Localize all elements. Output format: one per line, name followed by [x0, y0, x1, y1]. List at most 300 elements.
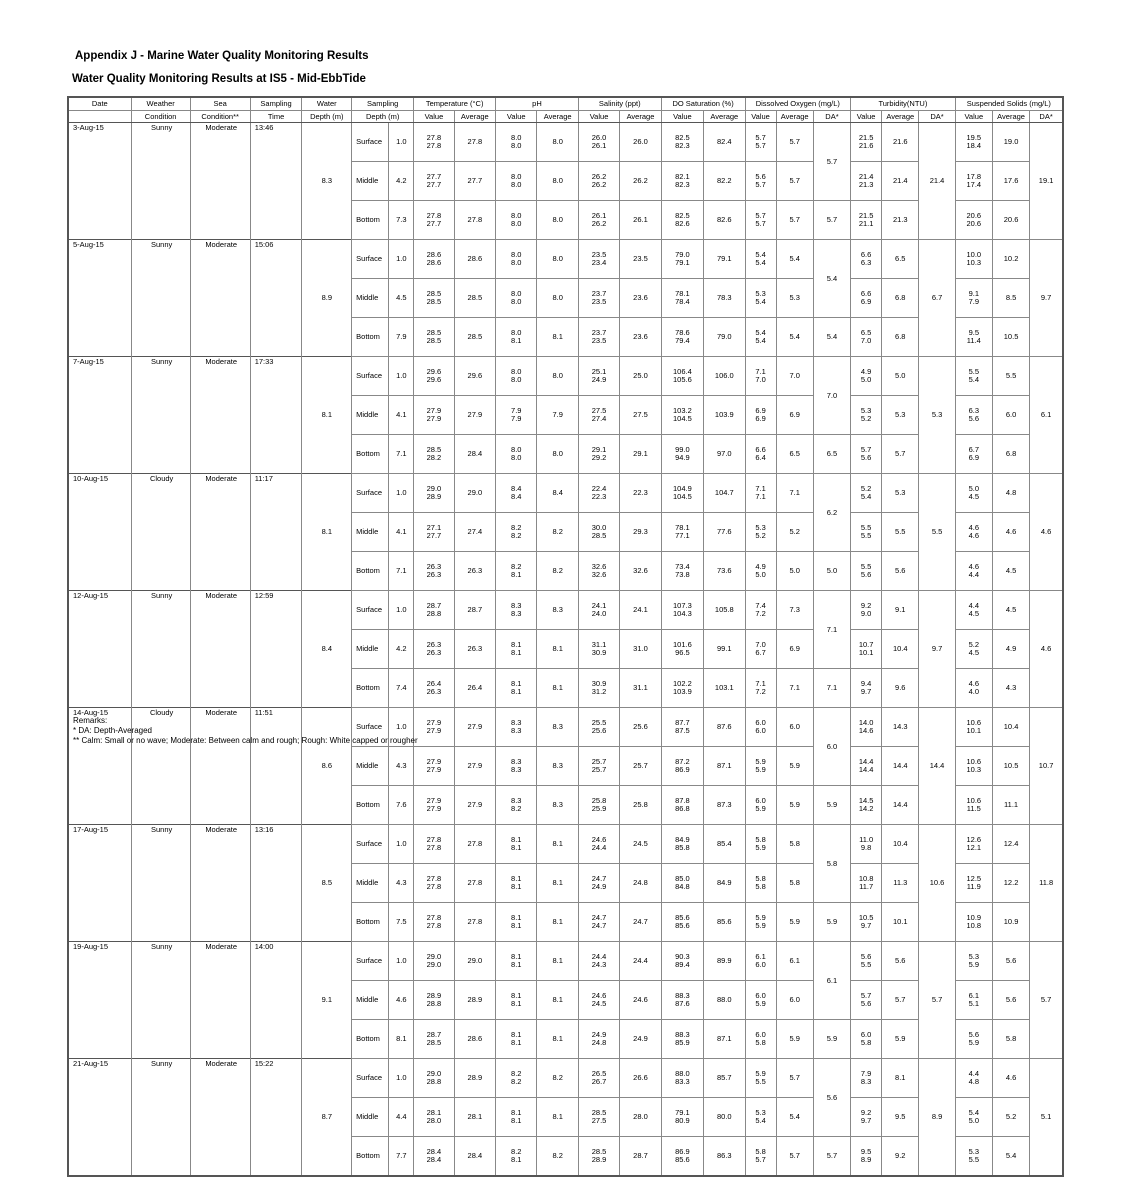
depth-value: 4.1 — [389, 396, 414, 435]
value-pair-cell: 5.6 5.9 — [955, 1020, 992, 1059]
value-pair-cell: 88.3 85.9 — [661, 1020, 703, 1059]
value-pair-cell: 27.8 27.8 — [414, 903, 454, 942]
average-cell: 5.4 — [992, 1137, 1029, 1176]
average-cell: 28.7 — [620, 1137, 661, 1176]
value-pair-cell: 5.6 5.5 — [851, 942, 882, 981]
average-cell: 4.5 — [992, 591, 1029, 630]
value-pair-cell: 5.4 5.4 — [745, 240, 776, 279]
depth-value: 4.4 — [389, 1098, 414, 1137]
subheader-cell: Time — [250, 111, 302, 123]
do-bottom-da: 5.4 — [813, 318, 850, 357]
depth-label: Surface — [352, 123, 389, 162]
average-cell: 5.7 — [776, 201, 813, 240]
average-cell: 28.0 — [620, 1098, 661, 1137]
depth-value: 4.3 — [389, 864, 414, 903]
depth-label: Bottom — [352, 786, 389, 825]
value-pair-cell: 5.9 5.9 — [745, 747, 776, 786]
average-cell: 80.0 — [704, 1098, 745, 1137]
value-pair-cell: 8.1 8.1 — [496, 630, 537, 669]
average-cell: 5.0 — [882, 357, 919, 396]
value-pair-cell: 7.4 7.2 — [745, 591, 776, 630]
date-cell: 21-Aug-15 — [68, 1059, 131, 1176]
do-bottom-da: 5.7 — [813, 201, 850, 240]
value-pair-cell: 7.1 7.1 — [745, 474, 776, 513]
sea-cell: Moderate — [190, 1059, 250, 1176]
average-cell: 25.6 — [620, 708, 661, 747]
average-cell: 26.2 — [620, 162, 661, 201]
water-depth-cell: 8.6 — [302, 708, 352, 825]
header-temperature: Temperature (°C) — [414, 97, 496, 111]
average-cell: 27.8 — [454, 825, 495, 864]
ss-depth-average: 6.1 — [1030, 357, 1063, 474]
value-pair-cell: 8.1 8.1 — [496, 825, 537, 864]
value-pair-cell: 8.1 8.1 — [496, 1098, 537, 1137]
value-pair-cell: 106.4 105.6 — [661, 357, 703, 396]
average-cell: 10.2 — [992, 240, 1029, 279]
depth-value: 1.0 — [389, 825, 414, 864]
value-pair-cell: 6.0 5.8 — [745, 1020, 776, 1059]
do-depth-average: 5.4 — [813, 240, 850, 318]
value-pair-cell: 8.1 8.1 — [496, 1020, 537, 1059]
average-cell: 8.2 — [537, 1137, 578, 1176]
average-cell: 6.8 — [882, 318, 919, 357]
weather-cell: Sunny — [131, 357, 190, 474]
average-cell: 29.6 — [454, 357, 495, 396]
average-cell: 28.6 — [454, 1020, 495, 1059]
header-row — [68, 111, 1063, 123]
depth-label: Middle — [352, 162, 389, 201]
subheader-cell: Value — [955, 111, 992, 123]
average-cell: 20.6 — [992, 201, 1029, 240]
value-pair-cell: 8.3 8.3 — [496, 747, 537, 786]
water-depth-cell: 8.4 — [302, 591, 352, 708]
sea-cell: Moderate — [190, 591, 250, 708]
value-pair-cell: 26.5 26.7 — [578, 1059, 619, 1098]
average-cell: 85.6 — [704, 903, 745, 942]
appendix-title: Appendix J - Marine Water Quality Monitoring Results — [75, 50, 369, 62]
depth-value: 7.5 — [389, 903, 414, 942]
average-cell: 8.0 — [537, 279, 578, 318]
header-water: Water — [302, 97, 352, 111]
subheader-cell: Average — [704, 111, 745, 123]
value-pair-cell: 8.2 8.2 — [496, 513, 537, 552]
weather-cell: Sunny — [131, 942, 190, 1059]
do-bottom-da: 5.0 — [813, 552, 850, 591]
water-depth-cell: 8.9 — [302, 240, 352, 357]
average-cell: 27.4 — [454, 513, 495, 552]
average-cell: 19.0 — [992, 123, 1029, 162]
average-cell: 5.3 — [776, 279, 813, 318]
value-pair-cell: 27.9 27.9 — [414, 708, 454, 747]
value-pair-cell: 21.4 21.3 — [851, 162, 882, 201]
average-cell: 77.6 — [704, 513, 745, 552]
average-cell: 8.2 — [537, 513, 578, 552]
value-pair-cell: 5.8 5.9 — [745, 825, 776, 864]
value-pair-cell: 8.2 8.1 — [496, 552, 537, 591]
date-cell: 17-Aug-15 — [68, 825, 131, 942]
subheader-cell: DA* — [1030, 111, 1063, 123]
value-pair-cell: 6.5 7.0 — [851, 318, 882, 357]
average-cell: 10.5 — [992, 747, 1029, 786]
average-cell: 27.9 — [454, 786, 495, 825]
average-cell: 28.1 — [454, 1098, 495, 1137]
value-pair-cell: 30.0 28.5 — [578, 513, 619, 552]
value-pair-cell: 8.0 8.1 — [496, 318, 537, 357]
value-pair-cell: 9.4 9.7 — [851, 669, 882, 708]
time-cell: 15:22 — [250, 1059, 302, 1176]
value-pair-cell: 88.3 87.6 — [661, 981, 703, 1020]
depth-value: 4.1 — [389, 513, 414, 552]
average-cell: 21.4 — [882, 162, 919, 201]
water-quality-table — [67, 96, 1064, 1177]
value-pair-cell: 73.4 73.8 — [661, 552, 703, 591]
value-pair-cell: 24.7 24.7 — [578, 903, 619, 942]
value-pair-cell: 101.6 96.5 — [661, 630, 703, 669]
value-pair-cell: 85.6 85.6 — [661, 903, 703, 942]
value-pair-cell: 27.8 27.8 — [414, 825, 454, 864]
average-cell: 5.9 — [776, 786, 813, 825]
value-pair-cell: 6.7 6.9 — [955, 435, 992, 474]
sea-cell: Moderate — [190, 708, 250, 825]
average-cell: 5.7 — [882, 981, 919, 1020]
average-cell: 5.8 — [776, 864, 813, 903]
average-cell: 79.1 — [704, 240, 745, 279]
turbidity-depth-average: 10.6 — [919, 825, 955, 942]
value-pair-cell: 8.0 8.0 — [496, 279, 537, 318]
value-pair-cell: 5.2 5.4 — [851, 474, 882, 513]
subheader-cell: Value — [578, 111, 619, 123]
average-cell: 5.9 — [776, 903, 813, 942]
turbidity-depth-average: 9.7 — [919, 591, 955, 708]
do-depth-average: 6.1 — [813, 942, 850, 1020]
subheader-cell — [68, 111, 131, 123]
average-cell: 11.1 — [992, 786, 1029, 825]
average-cell: 4.8 — [992, 474, 1029, 513]
value-pair-cell: 21.5 21.1 — [851, 201, 882, 240]
value-pair-cell: 5.7 5.6 — [851, 981, 882, 1020]
average-cell: 26.3 — [454, 630, 495, 669]
water-depth-cell: 9.1 — [302, 942, 352, 1059]
value-pair-cell: 4.9 5.0 — [851, 357, 882, 396]
average-cell: 97.0 — [704, 435, 745, 474]
value-pair-cell: 5.8 5.7 — [745, 1137, 776, 1176]
average-cell: 104.7 — [704, 474, 745, 513]
average-cell: 6.9 — [776, 630, 813, 669]
subheader-cell: Average — [537, 111, 578, 123]
value-pair-cell: 78.1 78.4 — [661, 279, 703, 318]
value-pair-cell: 27.1 27.7 — [414, 513, 454, 552]
value-pair-cell: 24.9 24.8 — [578, 1020, 619, 1059]
sea-cell: Moderate — [190, 123, 250, 240]
value-pair-cell: 14.5 14.2 — [851, 786, 882, 825]
turbidity-depth-average: 5.7 — [919, 942, 955, 1059]
average-cell: 5.4 — [776, 318, 813, 357]
value-pair-cell: 27.8 27.8 — [414, 123, 454, 162]
subheader-cell: DA* — [813, 111, 850, 123]
do-depth-average: 6.0 — [813, 708, 850, 786]
average-cell: 8.0 — [537, 240, 578, 279]
average-cell: 5.4 — [776, 240, 813, 279]
header-weather: Weather — [131, 97, 190, 111]
average-cell: 25.7 — [620, 747, 661, 786]
ss-depth-average: 9.7 — [1030, 240, 1063, 357]
average-cell: 24.1 — [620, 591, 661, 630]
value-pair-cell: 6.3 5.6 — [955, 396, 992, 435]
average-cell: 106.0 — [704, 357, 745, 396]
depth-label: Surface — [352, 474, 389, 513]
average-cell: 5.7 — [776, 1137, 813, 1176]
date-cell: 19-Aug-15 — [68, 942, 131, 1059]
value-pair-cell: 86.9 85.6 — [661, 1137, 703, 1176]
value-pair-cell: 8.2 8.2 — [496, 1059, 537, 1098]
value-pair-cell: 87.7 87.5 — [661, 708, 703, 747]
average-cell: 27.9 — [454, 396, 495, 435]
depth-label: Surface — [352, 708, 389, 747]
value-pair-cell: 26.2 26.2 — [578, 162, 619, 201]
value-pair-cell: 4.4 4.5 — [955, 591, 992, 630]
value-pair-cell: 10.6 11.5 — [955, 786, 992, 825]
header-ph: pH — [496, 97, 579, 111]
average-cell: 31.0 — [620, 630, 661, 669]
depth-value: 1.0 — [389, 942, 414, 981]
average-cell: 84.9 — [704, 864, 745, 903]
average-cell: 26.3 — [454, 552, 495, 591]
header-turbidity: Turbidity(NTU) — [851, 97, 956, 111]
value-pair-cell: 29.0 28.9 — [414, 474, 454, 513]
average-cell: 10.4 — [992, 708, 1029, 747]
depth-label: Middle — [352, 396, 389, 435]
subheader-cell: Value — [414, 111, 454, 123]
average-cell: 24.8 — [620, 864, 661, 903]
average-cell: 26.6 — [620, 1059, 661, 1098]
average-cell: 10.4 — [882, 825, 919, 864]
weather-cell: Cloudy — [131, 708, 190, 825]
average-cell: 9.6 — [882, 669, 919, 708]
average-cell: 6.8 — [992, 435, 1029, 474]
ss-depth-average: 5.7 — [1030, 942, 1063, 1059]
average-cell: 27.5 — [620, 396, 661, 435]
depth-label: Middle — [352, 981, 389, 1020]
value-pair-cell: 30.9 31.2 — [578, 669, 619, 708]
value-pair-cell: 29.0 28.8 — [414, 1059, 454, 1098]
value-pair-cell: 8.4 8.4 — [496, 474, 537, 513]
average-cell: 4.6 — [992, 513, 1029, 552]
value-pair-cell: 8.1 8.1 — [496, 942, 537, 981]
average-cell: 9.1 — [882, 591, 919, 630]
average-cell: 25.0 — [620, 357, 661, 396]
do-bottom-da: 5.7 — [813, 1137, 850, 1176]
average-cell: 6.9 — [776, 396, 813, 435]
value-pair-cell: 10.5 9.7 — [851, 903, 882, 942]
value-pair-cell: 78.6 79.4 — [661, 318, 703, 357]
table-row — [68, 591, 1063, 630]
average-cell: 6.8 — [882, 279, 919, 318]
value-pair-cell: 23.7 23.5 — [578, 279, 619, 318]
value-pair-cell: 8.1 8.1 — [496, 864, 537, 903]
value-pair-cell: 6.6 6.9 — [851, 279, 882, 318]
average-cell: 6.0 — [992, 396, 1029, 435]
average-cell: 10.1 — [882, 903, 919, 942]
do-bottom-da: 5.9 — [813, 786, 850, 825]
ss-depth-average: 10.7 — [1030, 708, 1063, 825]
value-pair-cell: 26.4 26.3 — [414, 669, 454, 708]
value-pair-cell: 6.0 5.9 — [745, 786, 776, 825]
average-cell: 10.4 — [882, 630, 919, 669]
value-pair-cell: 6.0 6.0 — [745, 708, 776, 747]
average-cell: 5.6 — [882, 552, 919, 591]
average-cell: 27.9 — [454, 747, 495, 786]
value-pair-cell: 7.0 6.7 — [745, 630, 776, 669]
ss-depth-average: 4.6 — [1030, 474, 1063, 591]
depth-value: 7.6 — [389, 786, 414, 825]
average-cell: 10.9 — [992, 903, 1029, 942]
value-pair-cell: 6.0 5.8 — [851, 1020, 882, 1059]
value-pair-cell: 8.0 8.0 — [496, 162, 537, 201]
average-cell: 8.3 — [537, 591, 578, 630]
average-cell: 5.0 — [776, 552, 813, 591]
value-pair-cell: 79.1 80.9 — [661, 1098, 703, 1137]
do-depth-average: 5.8 — [813, 825, 850, 903]
header-sampling-depth: Sampling — [352, 97, 414, 111]
average-cell: 23.5 — [620, 240, 661, 279]
average-cell: 4.6 — [992, 1059, 1029, 1098]
average-cell: 8.1 — [537, 903, 578, 942]
average-cell: 24.7 — [620, 903, 661, 942]
average-cell: 5.3 — [882, 474, 919, 513]
table-row — [68, 1059, 1063, 1098]
depth-value: 4.5 — [389, 279, 414, 318]
ss-depth-average: 11.8 — [1030, 825, 1063, 942]
water-depth-cell: 8.1 — [302, 357, 352, 474]
average-cell: 26.4 — [454, 669, 495, 708]
average-cell: 79.0 — [704, 318, 745, 357]
subheader-cell: Value — [496, 111, 537, 123]
depth-value: 7.4 — [389, 669, 414, 708]
value-pair-cell: 14.0 14.6 — [851, 708, 882, 747]
depth-label: Bottom — [352, 552, 389, 591]
value-pair-cell: 5.3 5.2 — [851, 396, 882, 435]
table-row — [68, 123, 1063, 162]
value-pair-cell: 26.0 26.1 — [578, 123, 619, 162]
average-cell: 87.6 — [704, 708, 745, 747]
average-cell: 5.6 — [882, 942, 919, 981]
average-cell: 24.4 — [620, 942, 661, 981]
turbidity-depth-average: 5.5 — [919, 474, 955, 591]
average-cell: 12.4 — [992, 825, 1029, 864]
depth-label: Surface — [352, 825, 389, 864]
average-cell: 6.0 — [776, 981, 813, 1020]
value-pair-cell: 7.9 8.3 — [851, 1059, 882, 1098]
average-cell: 32.6 — [620, 552, 661, 591]
average-cell: 8.1 — [537, 825, 578, 864]
average-cell: 27.9 — [454, 708, 495, 747]
average-cell: 5.8 — [992, 1020, 1029, 1059]
average-cell: 5.9 — [776, 1020, 813, 1059]
average-cell: 8.1 — [537, 630, 578, 669]
average-cell: 6.5 — [882, 240, 919, 279]
value-pair-cell: 28.4 28.4 — [414, 1137, 454, 1176]
value-pair-cell: 9.5 8.9 — [851, 1137, 882, 1176]
value-pair-cell: 10.9 10.8 — [955, 903, 992, 942]
value-pair-cell: 27.8 27.7 — [414, 201, 454, 240]
value-pair-cell: 5.3 5.2 — [745, 513, 776, 552]
average-cell: 22.3 — [620, 474, 661, 513]
header-dissolved-oxygen: Dissolved Oxygen (mg/L) — [745, 97, 851, 111]
average-cell: 8.3 — [537, 786, 578, 825]
average-cell: 8.5 — [992, 279, 1029, 318]
average-cell: 28.4 — [454, 435, 495, 474]
value-pair-cell: 8.3 8.3 — [496, 591, 537, 630]
average-cell: 14.3 — [882, 708, 919, 747]
depth-label: Bottom — [352, 903, 389, 942]
average-cell: 4.9 — [992, 630, 1029, 669]
average-cell: 28.6 — [454, 240, 495, 279]
average-cell: 25.8 — [620, 786, 661, 825]
header-do-saturation: DO Saturation (%) — [661, 97, 745, 111]
subheader-cell: DA* — [919, 111, 955, 123]
value-pair-cell: 27.8 27.8 — [414, 864, 454, 903]
sea-cell: Moderate — [190, 942, 250, 1059]
average-cell: 7.3 — [776, 591, 813, 630]
average-cell: 6.1 — [776, 942, 813, 981]
value-pair-cell: 5.4 5.4 — [745, 318, 776, 357]
average-cell: 6.0 — [776, 708, 813, 747]
value-pair-cell: 8.1 8.1 — [496, 981, 537, 1020]
sea-cell: Moderate — [190, 474, 250, 591]
value-pair-cell: 23.7 23.5 — [578, 318, 619, 357]
value-pair-cell: 24.7 24.9 — [578, 864, 619, 903]
value-pair-cell: 6.6 6.3 — [851, 240, 882, 279]
value-pair-cell: 6.0 5.9 — [745, 981, 776, 1020]
average-cell: 8.1 — [537, 1098, 578, 1137]
value-pair-cell: 22.4 22.3 — [578, 474, 619, 513]
depth-label: Surface — [352, 942, 389, 981]
do-bottom-da: 7.1 — [813, 669, 850, 708]
average-cell: 8.1 — [882, 1059, 919, 1098]
average-cell: 9.2 — [882, 1137, 919, 1176]
value-pair-cell: 8.1 8.1 — [496, 903, 537, 942]
subheader-cell: Average — [882, 111, 919, 123]
average-cell: 5.7 — [776, 123, 813, 162]
value-pair-cell: 5.4 5.0 — [955, 1098, 992, 1137]
depth-label: Bottom — [352, 435, 389, 474]
average-cell: 28.4 — [454, 1137, 495, 1176]
average-cell: 88.0 — [704, 981, 745, 1020]
value-pair-cell: 28.1 28.0 — [414, 1098, 454, 1137]
average-cell: 27.7 — [454, 162, 495, 201]
depth-value: 7.3 — [389, 201, 414, 240]
weather-cell: Sunny — [131, 240, 190, 357]
header-date: Date — [68, 97, 131, 111]
date-cell: 7-Aug-15 — [68, 357, 131, 474]
value-pair-cell: 12.6 12.1 — [955, 825, 992, 864]
average-cell: 26.1 — [620, 201, 661, 240]
value-pair-cell: 4.4 4.8 — [955, 1059, 992, 1098]
average-cell: 5.8 — [776, 825, 813, 864]
average-cell: 28.5 — [454, 318, 495, 357]
average-cell: 4.3 — [992, 669, 1029, 708]
average-cell: 28.9 — [454, 981, 495, 1020]
value-pair-cell: 8.0 8.0 — [496, 240, 537, 279]
value-pair-cell: 28.9 28.8 — [414, 981, 454, 1020]
average-cell: 7.0 — [776, 357, 813, 396]
depth-label: Middle — [352, 630, 389, 669]
value-pair-cell: 27.9 27.9 — [414, 747, 454, 786]
time-cell: 12:59 — [250, 591, 302, 708]
turbidity-depth-average: 8.9 — [919, 1059, 955, 1176]
average-cell: 5.7 — [776, 162, 813, 201]
depth-label: Surface — [352, 591, 389, 630]
